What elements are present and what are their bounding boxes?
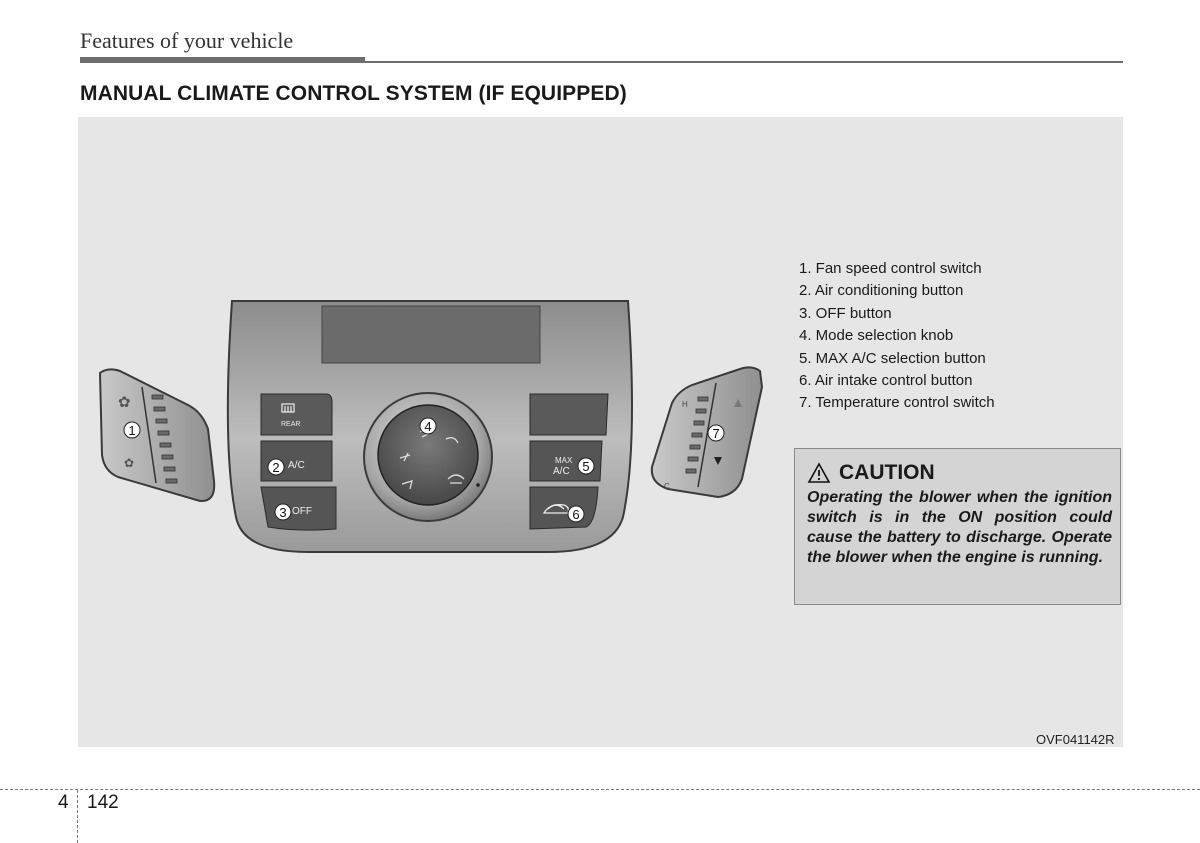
off-label: OFF bbox=[292, 506, 312, 517]
callout-4-label: 4 bbox=[424, 419, 432, 434]
page-number: 142 bbox=[87, 792, 119, 813]
footer-divider bbox=[77, 790, 78, 843]
legend-item: 2. Air conditioning button bbox=[799, 282, 964, 300]
legend-list bbox=[799, 258, 995, 415]
running-header: Features of your vehicle bbox=[80, 28, 294, 53]
callout-7-label: 7 bbox=[712, 426, 720, 441]
section-title: MANUAL CLIMATE CONTROL SYSTEM (IF EQUIPPED) bbox=[80, 82, 627, 105]
callout-6-label: 6 bbox=[572, 507, 580, 522]
display-recess bbox=[322, 306, 540, 363]
max-label: MAX bbox=[555, 456, 573, 465]
fan-low-icon: ✿ bbox=[124, 456, 135, 470]
max-ac-label: A/C bbox=[553, 466, 570, 477]
legend-item: 3. OFF button bbox=[799, 304, 892, 322]
fan-high-icon: ✿ bbox=[118, 394, 131, 411]
caution-title: CAUTION bbox=[839, 461, 935, 484]
caution-text: Operating the blower when the ignition switch is in the ON position could cause the battery to discharge. Operate the blower when the engine is running. bbox=[807, 489, 1112, 566]
blank-right-button bbox=[530, 394, 608, 435]
footer-rule bbox=[0, 789, 1200, 790]
warning-triangle-icon bbox=[807, 462, 831, 484]
legend-item: 6. Air intake control button bbox=[799, 372, 973, 390]
caution-heading bbox=[807, 461, 935, 485]
callout-2-label: 2 bbox=[272, 460, 280, 475]
callout-5-label: 5 bbox=[582, 459, 590, 474]
rear-label: REAR bbox=[281, 421, 301, 428]
callout-1-label: 1 bbox=[128, 423, 136, 438]
mode-indicator bbox=[476, 483, 480, 487]
legend-item: 7. Temperature control switch bbox=[799, 394, 995, 412]
header-rule-thick bbox=[80, 57, 365, 63]
legend-item: 5. MAX A/C selection button bbox=[799, 349, 986, 367]
legend-item: 1. Fan speed control switch bbox=[799, 260, 982, 277]
temp-cold-label: C bbox=[664, 482, 670, 491]
legend-item: 4. Mode selection knob bbox=[799, 327, 954, 345]
rear-defrost-button bbox=[261, 394, 332, 435]
temp-hot-label: H bbox=[682, 400, 688, 409]
figure-code: OVF041142R bbox=[1036, 732, 1115, 747]
caution-box bbox=[794, 448, 1121, 605]
callout-3-label: 3 bbox=[279, 505, 287, 520]
header-rule-thin bbox=[365, 61, 1123, 63]
chapter-number: 4 bbox=[58, 792, 69, 813]
climate-control-illustration bbox=[78, 117, 778, 577]
recirc-button bbox=[530, 487, 598, 529]
ac-label: A/C bbox=[288, 460, 305, 471]
fan-speed-switch bbox=[100, 369, 214, 501]
